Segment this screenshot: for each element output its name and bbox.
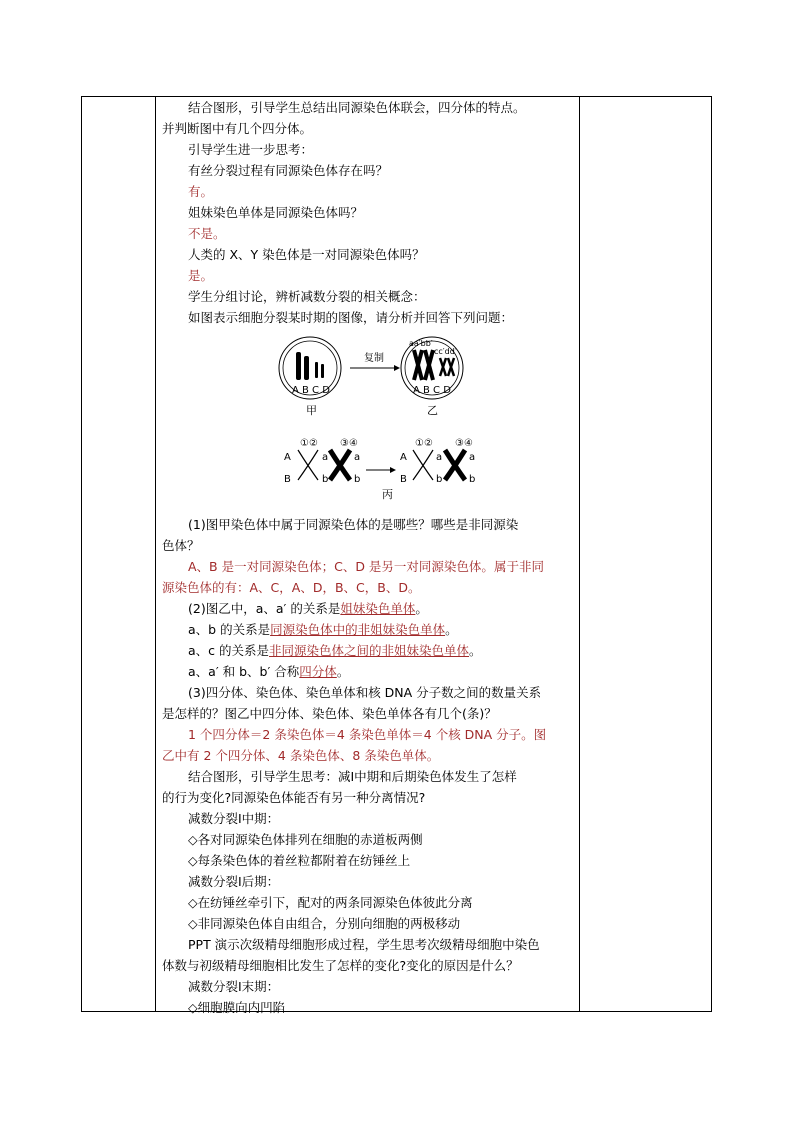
svg-text:A B C D: A B C D (413, 385, 451, 396)
svg-text:a: a (322, 452, 329, 463)
svg-text:b: b (354, 474, 361, 485)
text-line: 并判断图中有几个四分体。 (162, 121, 313, 136)
svg-text:③④: ③④ (455, 438, 473, 449)
svg-text:b: b (469, 474, 476, 485)
answer-1: A、B 是一对同源染色体；C、D 是另一对同源染色体。属于非同 (188, 559, 544, 574)
question-2-tetrad: a、a′ 和 b、b′ 合称四分体。 (188, 664, 350, 679)
question-1: (1)图甲染色体中属于同源染色体的是哪些？哪些是非同源染 (188, 517, 519, 532)
answer-3-cont: 乙中有 2 个四分体、4 条染色体、8 条染色单体。 (162, 748, 440, 763)
svg-text:①②: ①② (415, 438, 433, 449)
figure-label-jia: 甲 (306, 404, 317, 417)
text-line: 人类的 X、Y 染色体是一对同源染色体吗？ (188, 247, 425, 262)
cell-division-figure (272, 330, 512, 500)
replication-arrow (350, 351, 400, 371)
section-heading: 减数分裂Ⅰ中期： (188, 811, 280, 826)
answer-3: 1 个四分体＝2 条染色体＝4 条染色单体＝4 个核 DNA 分子。图 (188, 727, 547, 742)
bullet-item: ◇细胞膜向内凹陷 (188, 1000, 286, 1015)
answer-line: 有。 (188, 184, 214, 199)
question-2-ac: a、c 的关系是非同源染色体之间的非姐妹染色单体。 (188, 643, 482, 658)
section-heading: 减数分裂Ⅰ后期： (188, 874, 280, 889)
figure-label-bing: 丙 (382, 488, 393, 500)
answer-line: 是。 (188, 268, 214, 283)
question-3: (3)四分体、染色体、染色单体和核 DNA 分子数之间的数量关系 (188, 685, 542, 700)
text-line: 姐妹染色单体是同源染色体吗？ (188, 205, 364, 220)
bullet-item: ◇各对同源染色体排列在细胞的赤道板两侧 (188, 832, 423, 847)
svg-text:B: B (400, 474, 407, 485)
cell-jia (279, 337, 341, 399)
question-2-ab: a、b 的关系是同源染色体中的非姐妹染色单体。 (188, 622, 458, 637)
column-divider-left (155, 97, 156, 1011)
svg-text:③④: ③④ (340, 438, 358, 449)
svg-text:cc′dd′: cc′dd′ (434, 347, 457, 356)
text-line: 的行为变化?同源染色体能否有另一种分离情况? (162, 790, 426, 805)
cell-yi (401, 337, 463, 399)
crossing-over-diagram (284, 438, 475, 485)
figure-label-yi: 乙 (427, 404, 438, 417)
text-line: 体数与初级精母细胞相比发生了怎样的变化?变化的原因是什么？ (162, 958, 519, 973)
svg-text:A B C D: A B C D (292, 385, 330, 396)
answer-line: 不是。 (188, 226, 226, 241)
svg-text:A: A (284, 452, 291, 463)
svg-text:b: b (322, 474, 329, 485)
text-line: 结合图形，引导学生总结出同源染色体联会，四分体的特点。 (188, 100, 526, 115)
svg-text:复制: 复制 (364, 353, 384, 364)
text-line: 引导学生进一步思考： (188, 142, 314, 157)
text-line: 如图表示细胞分裂某时期的图像，请分析并回答下列问题： (188, 310, 514, 325)
svg-text:a: a (354, 452, 361, 463)
svg-text:①②: ①② (300, 438, 318, 449)
question-3-cont: 是怎样的？图乙中四分体、染色体、染色单体各有几个(条)？ (162, 706, 497, 721)
question-2: (2)图乙中，a、a′ 的关系是姐妹染色单体。 (188, 601, 428, 616)
svg-text:a: a (436, 452, 443, 463)
svg-text:a: a (469, 452, 476, 463)
svg-text:b: b (436, 474, 443, 485)
question-1-cont: 色体？ (162, 538, 200, 553)
text-line: 有丝分裂过程有同源染色体存在吗？ (188, 163, 389, 178)
section-heading: 减数分裂Ⅰ末期： (188, 979, 280, 994)
bullet-item: ◇在纺锤丝牵引下，配对的两条同源染色体彼此分离 (188, 895, 473, 910)
svg-text:aa′bb′: aa′bb′ (409, 339, 433, 348)
bullet-item: ◇非同源染色体自由组合，分别向细胞的两极移动 (188, 916, 461, 931)
answer-1-cont: 源染色体的有：A、C，A、D，B、C，B、D。 (162, 580, 421, 595)
text-line: PPT 演示次级精母细胞形成过程，学生思考次级精母细胞中染色 (188, 937, 540, 952)
bullet-item: ◇每条染色体的着丝粒都附着在纺锤丝上 (188, 853, 411, 868)
svg-text:A: A (400, 452, 407, 463)
text-line: 结合图形，引导学生思考：减Ⅰ中期和后期染色体发生了怎样 (188, 769, 517, 784)
text-line: 学生分组讨论，辨析减数分裂的相关概念： (188, 289, 426, 304)
svg-text:B: B (284, 474, 291, 485)
